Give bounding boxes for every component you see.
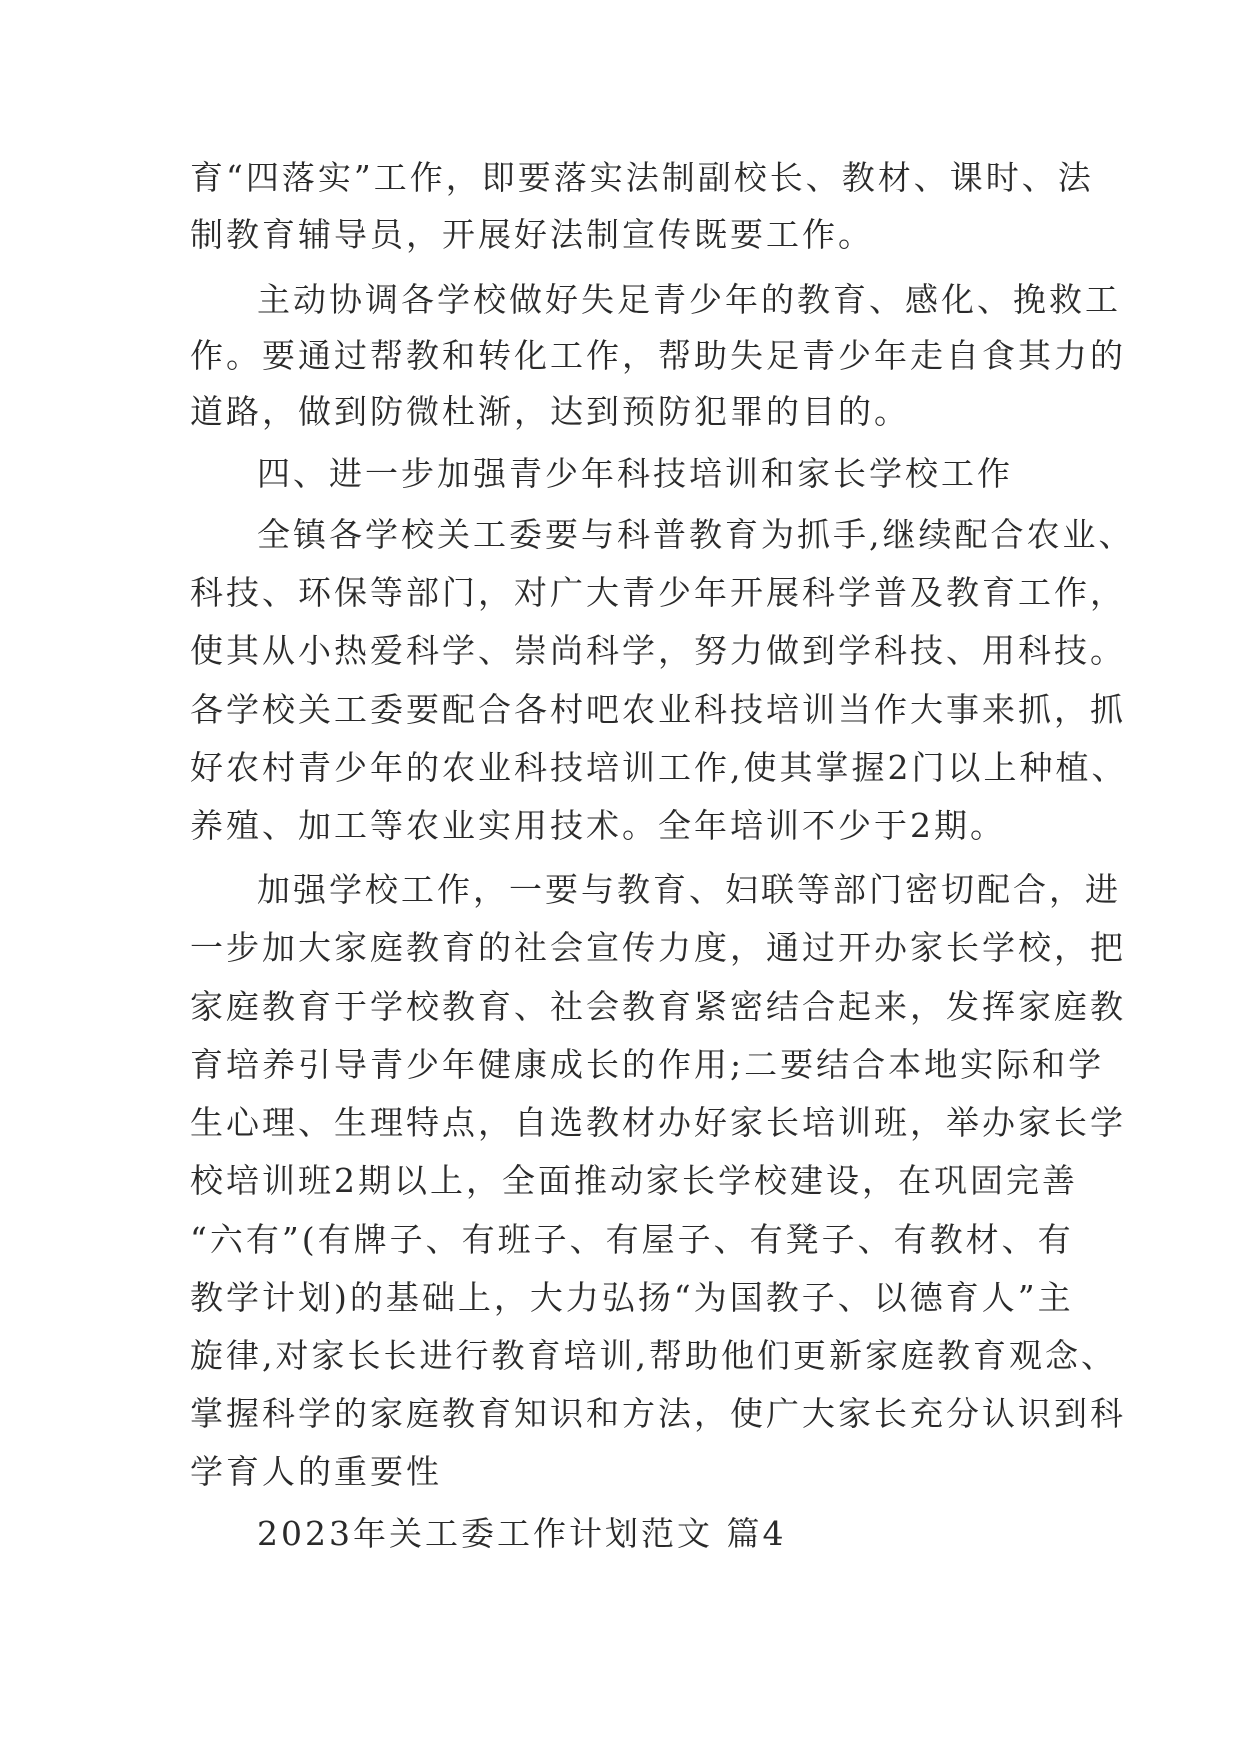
text-line: 作。要通过帮教和转化工作，帮助失足青少年走自食其力的	[190, 336, 1126, 375]
text-line: 校培训班2期以上，全面推动家长学校建设，在巩固完善	[190, 1161, 1078, 1200]
text-line: 各学校关工委要配合各村吧农业科技培训当作大事来抓，抓	[190, 690, 1126, 729]
text-line: 主动协调各学校做好失足青少年的教育、感化、挽救工	[257, 280, 1121, 319]
text-line: 家庭教育于学校教育、社会教育紧密结合起来，发挥家庭教	[190, 987, 1126, 1026]
text-line: 养殖、加工等农业实用技术。全年培训不少于2期。	[190, 806, 1006, 845]
text-line: 科技、环保等部门，对广大青少年开展科学普及教育工作，	[190, 573, 1126, 612]
text-line: 一步加大家庭教育的社会宣传力度，通过开办家长学校，把	[190, 928, 1126, 967]
text-line: 道路，做到防微杜渐，达到预防犯罪的目的。	[190, 392, 910, 431]
text-line: 掌握科学的家庭教育知识和方法，使广大家长充分认识到科	[190, 1394, 1126, 1433]
text-line: 育“四落实”工作，即要落实法制副校长、教材、课时、法	[190, 158, 1094, 197]
text-line: 好农村青少年的农业科技培训工作,使其掌握2门以上种植、	[190, 748, 1128, 787]
text-line: “六有”(有牌子、有班子、有屋子、有凳子、有教材、有	[190, 1220, 1074, 1259]
text-line: 加强学校工作，一要与教育、妇联等部门密切配合，进	[257, 870, 1121, 909]
section-title: 2023年关工委工作计划范文 篇4	[257, 1514, 787, 1553]
text-line: 全镇各学校关工委要与科普教育为抓手,继续配合农业、	[257, 515, 1135, 554]
text-line: 教学计划)的基础上，大力弘扬“为国教子、以德育人”主	[190, 1278, 1074, 1317]
section-heading: 四、进一步加强青少年科技培训和家长学校工作	[257, 454, 1013, 493]
text-line: 育培养引导青少年健康成长的作用;二要结合本地实际和学	[190, 1045, 1105, 1084]
text-line: 生心理、生理特点，自选教材办好家长培训班，举办家长学	[190, 1103, 1126, 1142]
text-line: 学育人的重要性	[190, 1452, 442, 1491]
text-line: 使其从小热爱科学、崇尚科学，努力做到学科技、用科技。	[190, 631, 1126, 670]
text-line: 旋律,对家长长进行教育培训,帮助他们更新家庭教育观念、	[190, 1336, 1117, 1375]
text-line: 制教育辅导员，开展好法制宣传既要工作。	[190, 215, 874, 254]
